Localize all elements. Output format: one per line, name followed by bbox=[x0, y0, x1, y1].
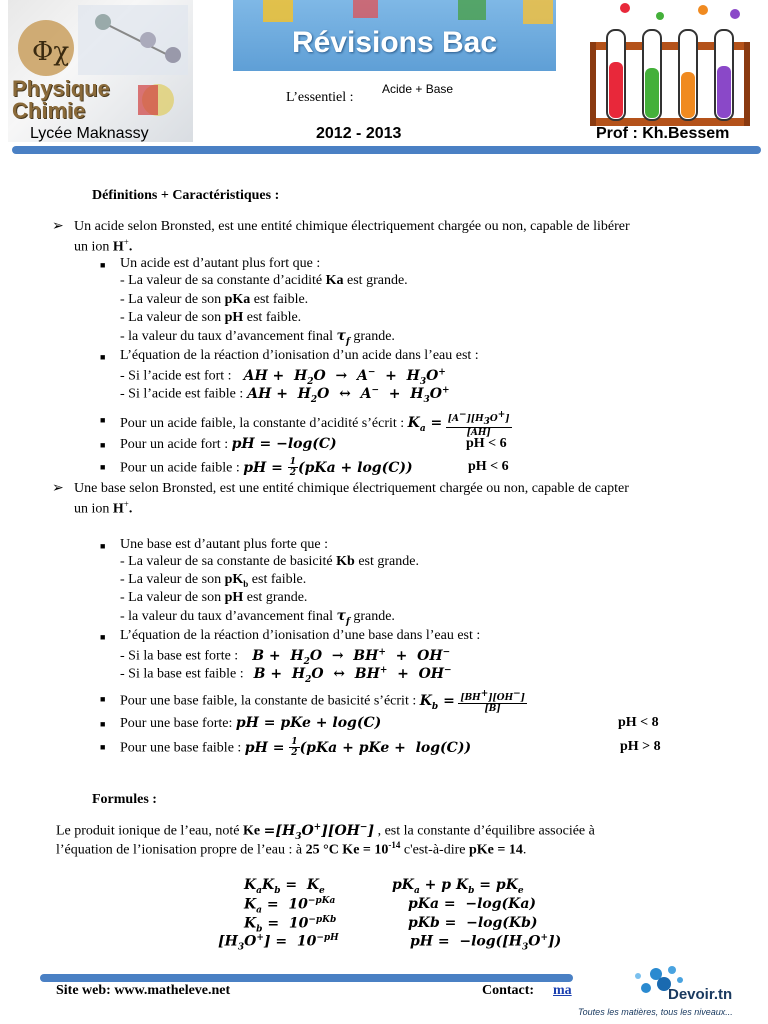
formula-pka-pkb: $pK_a + p$ $K_b = pK_e$ bbox=[392, 877, 524, 896]
school-year: 2012 - 2013 bbox=[316, 125, 402, 142]
acid-weak-equation: - Si l’acide est faible : AH + $H_2O$ ↔ $A^- + H_3O^+$ bbox=[120, 385, 450, 405]
ke-definition-line2: l’équation de l’ionisation propre de l’eau : à 25 °C $Ke = 10^{-14}$ c'est-à-dire pKe = 14. bbox=[56, 840, 527, 858]
acid-definition-ion: un ion H+. bbox=[74, 237, 133, 255]
devoir-tagline: Toutes les matières, tous les niveaux... bbox=[578, 1007, 733, 1017]
acid-strong-equation: - Si l’acide est fort : AH + $H_2O \to A^- + H_3O^+$ bbox=[120, 367, 446, 387]
header-divider bbox=[12, 146, 761, 154]
school-name: Lycée Maknassy bbox=[30, 125, 149, 142]
acid-strong-ph-condition: pH < 6 bbox=[466, 436, 507, 451]
acid-ph-criterion: - La valeur de son pH est faible. bbox=[120, 310, 302, 325]
base-weak-equation: - Si la base est faible : $B + H_2O$ ↔ BH+ + OH− bbox=[120, 665, 452, 685]
footer-site: Site web: www.matheleve.net bbox=[56, 983, 231, 998]
banner-title: Révisions Bac bbox=[291, 26, 498, 59]
prof-name: Prof : Kh.Bessem bbox=[596, 125, 730, 142]
base-strong-ph: Pour une base forte: pH = pKe + log(C) bbox=[120, 715, 382, 731]
arrow-bullet-icon: ➢ bbox=[52, 219, 64, 234]
square-bullet-icon: ■ bbox=[100, 541, 106, 551]
square-bullet-icon: ■ bbox=[100, 260, 106, 270]
acid-ka-formula: Pour un acide faible, la constante d’acidité s’écrit : $K_a$ = $\frac{[A^-][H_3O^+]}{[AH]}$ bbox=[120, 410, 510, 438]
devoir-logo bbox=[576, 962, 766, 1022]
square-bullet-icon: ■ bbox=[100, 352, 106, 362]
acid-definition: Un acide selon Bronsted, est une entité chimique électriquement chargée ou non, capable de libérer bbox=[74, 219, 630, 234]
acid-strong-ph: Pour un acide fort : pH = −log(C) bbox=[120, 436, 337, 452]
base-ph-criterion: - La valeur de son pH est grande. bbox=[120, 590, 308, 605]
base-kb-criterion: - La valeur de sa constante de basicité Kb est grande. bbox=[120, 554, 419, 569]
formula-ka-kb: $K_aK_b = K_e$ bbox=[244, 877, 325, 896]
base-definition: Une base selon Bronsted, est une entité chimique électriquement chargée ou non, capable de capter bbox=[74, 481, 629, 496]
formula-ph: pH = $-\log([H_3O^+])$ bbox=[410, 933, 562, 953]
acid-pka-criterion: - La valeur de son pKa est faible. bbox=[120, 292, 309, 307]
acid-ka-criterion: - La valeur de sa constante d’acidité Ka est grande. bbox=[120, 273, 408, 288]
base-definition-ion: un ion H+. bbox=[74, 499, 133, 517]
base-strong-equation: - Si la base est forte : $B + H_2O \to BH^+ + OH^-$ bbox=[120, 647, 451, 667]
formula-ka: $K_a = 10^{-pKa}$ bbox=[244, 896, 336, 916]
base-equation-intro: L’équation de la réaction d’ionisation d’une base dans l’eau est : bbox=[120, 628, 481, 643]
square-bullet-icon: ■ bbox=[100, 415, 106, 425]
square-bullet-icon: ■ bbox=[100, 632, 106, 642]
footer-contact-label: Contact: bbox=[482, 983, 535, 998]
acid-tau-criterion: - la valeur du taux d’avancement final $\tau_f$ grande. bbox=[120, 328, 395, 347]
square-bullet-icon: ■ bbox=[100, 440, 106, 450]
base-pkb-criterion: - La valeur de son $pK_b$ est faible. bbox=[120, 572, 307, 589]
formula-kb: $K_b = 10^{-pKb}$ bbox=[244, 915, 337, 935]
acid-strength-intro: Un acide est d’autant plus fort que : bbox=[120, 256, 321, 271]
essentiel-label: L’essentiel : bbox=[286, 90, 354, 105]
banner bbox=[233, 0, 556, 71]
base-strong-ph-condition: pH < 8 bbox=[618, 715, 659, 730]
test-tubes-image bbox=[585, 0, 755, 130]
acid-weak-ph-condition: pH < 6 bbox=[468, 459, 509, 474]
square-bullet-icon: ■ bbox=[100, 462, 106, 472]
base-tau-criterion: - la valeur du taux d’avancement final $\tau_f$ grande. bbox=[120, 608, 395, 627]
arrow-bullet-icon: ➢ bbox=[52, 481, 64, 496]
ke-definition-line1: Le produit ionique de l’eau, noté $Ke =[H_3O^+][OH^-]$ , est la constante d’équilibre associée à bbox=[56, 822, 595, 842]
school-logo-text: Physique Chimie bbox=[12, 76, 110, 123]
test-tubes-icon bbox=[585, 0, 755, 130]
square-bullet-icon: ■ bbox=[100, 694, 106, 704]
subject-label: Acide + Base bbox=[382, 82, 454, 96]
section-title-formulas: Formules : bbox=[92, 792, 157, 807]
acid-weak-ph: Pour un acide faible : pH = $\frac{1}{2}(pKa + \log(C))$ bbox=[120, 457, 413, 478]
school-logo bbox=[8, 0, 193, 142]
svg-text:Φχ: Φχ bbox=[32, 37, 70, 67]
footer-contact-link[interactable]: ma bbox=[553, 983, 572, 998]
section-title-definitions: Définitions + Caractéristiques : bbox=[92, 188, 280, 203]
base-strength-intro: Une base est d’autant plus forte que : bbox=[120, 537, 328, 552]
devoir-brand: Devoir.tn bbox=[668, 986, 733, 1003]
formula-pkb: pKb = −log(Kb) bbox=[408, 915, 538, 931]
base-kb-formula: Pour une base faible, la constante de basicité s’écrit : $K_b$ = $\frac{[BH^+][OH^-]}{[B]}$ bbox=[120, 689, 525, 714]
formula-pka: pKa = −log(Ka) bbox=[408, 896, 537, 912]
square-bullet-icon: ■ bbox=[100, 742, 106, 752]
footer-divider bbox=[40, 974, 573, 982]
square-bullet-icon: ■ bbox=[100, 719, 106, 729]
formula-h3o: $[H_3O^+] = 10^{-pH}$ bbox=[218, 933, 339, 953]
base-weak-ph-condition: pH > 8 bbox=[620, 739, 661, 754]
base-weak-ph: Pour une base faible : pH = $\frac{1}{2}(pKa$ + pKe + log(C)) bbox=[120, 737, 472, 758]
acid-equation-intro: L’équation de la réaction d’ionisation d’un acide dans l’eau est : bbox=[120, 348, 479, 363]
